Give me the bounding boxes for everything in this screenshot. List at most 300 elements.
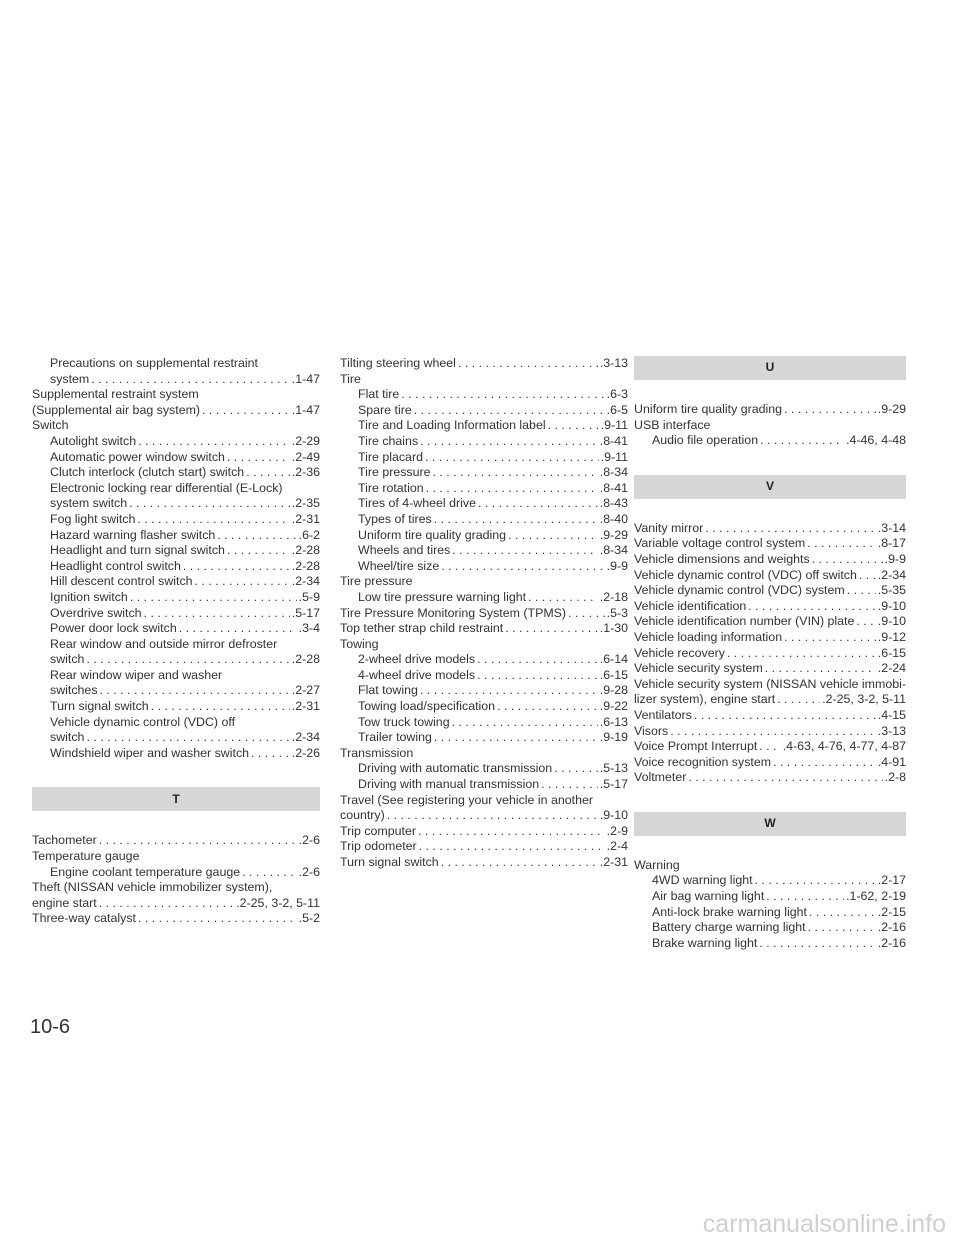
dot-leader xyxy=(86,730,289,746)
dot-leader xyxy=(179,621,297,637)
index-entry-page: .2-27 xyxy=(291,683,320,698)
index-entry-text: Uniform tire quality grading xyxy=(358,527,507,542)
dot-leader xyxy=(137,512,289,528)
index-entry-text: 4WD warning light xyxy=(652,873,753,888)
index-entry-page: .2-34 xyxy=(291,574,320,589)
section-spacer xyxy=(634,449,906,475)
index-entry-page: .9-11 xyxy=(600,418,628,433)
index-entry-text: switches xyxy=(50,683,98,698)
dot-leader xyxy=(856,614,875,630)
index-entry-page: .6-13 xyxy=(599,714,628,729)
index-entry xyxy=(340,481,628,497)
index-entry-text: Trailer towing xyxy=(358,730,432,745)
section-heading: V xyxy=(634,475,906,499)
dot-leader xyxy=(766,889,844,905)
index-entry-page: .2-17 xyxy=(877,873,906,888)
index-entry xyxy=(634,889,906,905)
section-spacer xyxy=(32,811,320,833)
index-entry-text: Electronic locking rear differential (E-Lock) xyxy=(50,480,283,495)
section-spacer xyxy=(634,836,906,858)
index-entry xyxy=(32,652,320,668)
index-entry xyxy=(340,746,628,762)
index-entry-page: .9-28 xyxy=(599,683,628,698)
index-entry xyxy=(32,637,320,653)
index-entry xyxy=(340,668,628,684)
index-entry-page: .2-34 xyxy=(291,730,320,745)
index-entry-text: Windshield wiper and washer switch xyxy=(50,745,250,760)
index-entry-page: .2-4 xyxy=(606,839,628,854)
index-entry-page: .2-24 xyxy=(877,661,906,676)
index-entry xyxy=(32,621,320,637)
index-entry-text: Battery charge warning light xyxy=(652,920,806,935)
dot-leader xyxy=(99,833,297,849)
index-entry xyxy=(340,512,628,528)
dot-leader xyxy=(548,418,599,434)
index-entry-page: .3-4 xyxy=(298,621,320,636)
index-entry xyxy=(32,833,320,849)
index-entry-text: Fog light switch xyxy=(50,511,136,526)
dot-leader xyxy=(694,708,876,724)
dot-leader xyxy=(452,715,598,731)
index-entry-page: .2-9 xyxy=(606,823,628,838)
index-entry-text: Audio file operation xyxy=(652,433,759,448)
index-entry-text: Tire and Loading Information label xyxy=(358,418,546,433)
index-entry-page: .1-47 xyxy=(291,402,320,417)
index-entry xyxy=(32,896,320,912)
index-entry xyxy=(32,481,320,497)
index-entry-text: Types of tires xyxy=(358,511,432,526)
index-entry-text: Visors xyxy=(634,723,669,738)
dot-leader xyxy=(497,699,598,715)
index-entry xyxy=(340,824,628,840)
index-entry-page: .2-15 xyxy=(877,904,906,919)
index-entry xyxy=(340,418,628,434)
index-entry-text: Vehicle dimensions and weights xyxy=(634,551,810,566)
index-entry-page: .2-25, 3-2, 5-11 xyxy=(236,895,320,910)
index-entry xyxy=(32,849,320,865)
dot-leader xyxy=(784,402,876,418)
index-entry xyxy=(340,808,628,824)
index-entry-text: Ignition switch xyxy=(50,589,128,604)
index-entry xyxy=(32,574,320,590)
index-entry-text: Tire pressure xyxy=(340,574,413,589)
index-entry xyxy=(32,730,320,746)
dot-leader xyxy=(433,465,598,481)
dot-leader xyxy=(251,746,290,762)
dot-leader xyxy=(477,652,598,668)
index-entry-text: Vehicle dynamic control (VDC) off switch xyxy=(634,567,857,582)
index-entry-text: Tire chains xyxy=(358,433,419,448)
dot-leader xyxy=(478,496,598,512)
dot-leader xyxy=(425,450,599,466)
index-entry xyxy=(634,552,906,568)
index-column-2 xyxy=(340,356,628,871)
index-entry-text: Vehicle identification xyxy=(634,598,747,613)
section-spacer xyxy=(634,380,906,402)
index-entry-page: .8-34 xyxy=(599,543,628,558)
index-entry-text: Voltmeter xyxy=(634,770,687,785)
dot-leader xyxy=(420,683,598,699)
index-entry-page: .2-31 xyxy=(291,699,320,714)
index-entry-page: .9-10 xyxy=(599,808,628,823)
index-column-1 xyxy=(32,356,320,927)
index-entry-text: Power door lock switch xyxy=(50,621,177,636)
index-entry-text: Vanity mirror xyxy=(634,520,704,535)
index-entry-page: .1-30 xyxy=(599,621,628,636)
index-entry-text: Wheel/tire size xyxy=(358,558,440,573)
dot-leader xyxy=(670,724,876,740)
index-entry-page: .2-31 xyxy=(291,511,320,526)
index-entry xyxy=(634,661,906,677)
index-entry-page: .2-28 xyxy=(291,543,320,558)
index-entry-text: Vehicle recovery xyxy=(634,645,725,660)
dot-leader xyxy=(242,865,297,881)
dot-leader xyxy=(452,543,597,559)
index-entry-page: .9-10 xyxy=(877,614,906,629)
index-entry xyxy=(32,715,320,731)
index-entry-text: Ventilators xyxy=(634,707,692,722)
index-entry-text: Theft (NISSAN vehicle immobilizer system), xyxy=(32,880,273,895)
index-entry-text: Hill descent control switch xyxy=(50,574,193,589)
index-entry-text: Voice Prompt Interrupt xyxy=(634,739,758,754)
index-entry xyxy=(634,614,906,630)
index-entry-text: Vehicle dynamic control (VDC) off xyxy=(50,714,236,729)
index-entry-text: Low tire pressure warning light xyxy=(358,589,527,604)
index-entry-page: .4-63, 4-76, 4-77, 4-87 xyxy=(782,739,906,754)
index-entry-page: .4-15 xyxy=(877,707,906,722)
index-entry xyxy=(340,855,628,871)
page-number: 10-6 xyxy=(30,1016,71,1038)
index-entry-text: Clutch interlock (clutch start) switch xyxy=(50,465,245,480)
index-entry-page: .2-16 xyxy=(877,920,906,935)
dot-leader xyxy=(759,936,875,952)
index-entry xyxy=(32,403,320,419)
index-entry-page: .9-9 xyxy=(884,551,906,566)
dot-leader xyxy=(183,559,290,575)
dot-leader xyxy=(227,450,290,466)
index-entry xyxy=(32,559,320,575)
dot-leader xyxy=(765,661,876,677)
index-entry-page: .1-62, 2-19 xyxy=(846,889,906,904)
index-entry-text: Warning xyxy=(634,857,680,872)
index-entry-page: .2-8 xyxy=(884,770,906,785)
index-entry-page: .9-29 xyxy=(599,527,628,542)
index-entry xyxy=(340,496,628,512)
index-entry-page: .8-17 xyxy=(877,536,906,551)
index-entry-text: Autolight switch xyxy=(50,433,137,448)
dot-leader xyxy=(138,434,290,450)
index-entry-page: .2-28 xyxy=(291,558,320,573)
index-entry-text: Flat tire xyxy=(358,387,400,402)
index-entry-text: Precautions on supplemental restraint xyxy=(50,356,259,370)
dot-leader xyxy=(528,590,598,606)
index-entry-page: .6-15 xyxy=(877,645,906,660)
index-entry xyxy=(634,920,906,936)
index-entry xyxy=(340,793,628,809)
index-entry-page: .2-34 xyxy=(877,567,906,582)
index-entry xyxy=(32,356,320,372)
index-entry-page: .9-9 xyxy=(606,558,628,573)
index-column-3 xyxy=(634,356,906,951)
index-entry xyxy=(634,708,906,724)
index-entry-text: Supplemental restraint system xyxy=(32,387,199,402)
dot-leader xyxy=(130,590,297,606)
index-entry-text: Tires of 4-wheel drive xyxy=(358,496,476,511)
index-entry-text: Wheels and tires xyxy=(358,543,451,558)
index-entry-page: .5-13 xyxy=(599,761,628,776)
index-entry-text: Variable voltage control system xyxy=(634,536,806,551)
index-entry-text: lizer system), engine start xyxy=(634,692,776,707)
index-entry-page: .6-2 xyxy=(298,527,320,542)
index-entry xyxy=(634,873,906,889)
dot-leader xyxy=(777,692,820,708)
dot-leader xyxy=(91,372,290,388)
index-entry-text: Vehicle dynamic control (VDC) system xyxy=(634,583,845,598)
index-entry xyxy=(340,387,628,403)
index-entry-text: Trip computer xyxy=(340,823,416,838)
dot-leader xyxy=(195,574,290,590)
index-entry-page: .2-28 xyxy=(291,652,320,667)
index-entry-text: Driving with manual transmission xyxy=(358,777,540,792)
index-entry xyxy=(340,730,628,746)
index-entry-page: .9-29 xyxy=(877,402,906,416)
index-entry-text: USB interface xyxy=(634,417,711,432)
dot-leader xyxy=(748,599,875,615)
index-entry xyxy=(634,521,906,537)
index-entry-text: Trip odometer xyxy=(340,839,417,854)
index-entry-text: Travel (See registering your vehicle in another xyxy=(340,792,593,807)
dot-leader xyxy=(99,896,234,912)
index-entry xyxy=(32,418,320,434)
dot-leader xyxy=(138,911,297,927)
section-spacer xyxy=(634,786,906,812)
dot-leader xyxy=(808,920,876,936)
index-entry xyxy=(340,543,628,559)
index-entry-text: Switch xyxy=(32,418,69,433)
section-heading: W xyxy=(634,812,906,836)
index-entry xyxy=(340,590,628,606)
index-entry-page: .6-5 xyxy=(606,402,628,417)
index-entry-page: .4-46, 4-48 xyxy=(846,433,906,448)
dot-leader xyxy=(477,668,598,684)
index-entry-text: Tire pressure xyxy=(358,465,431,480)
index-entry-text: Tire placard xyxy=(358,449,423,464)
index-entry-text: Uniform tire quality grading xyxy=(634,402,783,416)
dot-leader xyxy=(458,356,598,372)
index-entry-text: Vehicle security system xyxy=(634,661,763,676)
index-entry xyxy=(32,911,320,927)
index-entry-page: .6-14 xyxy=(599,652,628,667)
index-entry-text: Transmission xyxy=(340,745,414,760)
index-entry-text: Temperature gauge xyxy=(32,849,140,864)
dot-leader xyxy=(387,808,598,824)
index-entry-text: Voice recognition system xyxy=(634,754,772,769)
index-entry-page: .5-9 xyxy=(298,589,320,604)
dot-leader xyxy=(705,521,875,537)
index-entry-page: .9-12 xyxy=(877,629,906,644)
dot-leader xyxy=(418,824,605,840)
index-entry-page: .8-40 xyxy=(599,511,628,526)
dot-leader xyxy=(100,683,290,699)
index-entry-text: Vehicle loading information xyxy=(634,629,783,644)
index-entry-page: .9-19 xyxy=(599,730,628,745)
dot-leader xyxy=(809,905,876,921)
dot-leader xyxy=(508,528,598,544)
index-entry xyxy=(634,724,906,740)
index-entry-text: Rear window and outside mirror defroster xyxy=(50,636,278,651)
index-entry-page: .2-16 xyxy=(877,935,906,950)
index-entry xyxy=(340,559,628,575)
index-entry-page: .2-6 xyxy=(298,864,320,879)
dot-leader xyxy=(129,496,290,512)
index-entry-page: .4-91 xyxy=(877,754,906,769)
index-entry xyxy=(634,755,906,771)
index-entry-page: .2-31 xyxy=(599,855,628,869)
index-entry-page: .9-10 xyxy=(877,598,906,613)
dot-leader xyxy=(859,568,876,584)
index-entry xyxy=(32,465,320,481)
dot-leader xyxy=(807,536,875,552)
index-entry-page: .2-29 xyxy=(291,433,320,448)
index-entry xyxy=(634,583,906,599)
dot-leader xyxy=(401,387,604,403)
index-entry-text: country) xyxy=(340,808,385,823)
index-entry-text: Headlight control switch xyxy=(50,558,181,573)
index-entry-page: .3-14 xyxy=(877,520,906,535)
index-entry-text: engine start xyxy=(32,895,97,910)
dot-leader xyxy=(688,770,882,786)
index-entry-page: .9-22 xyxy=(599,699,628,714)
index-entry xyxy=(634,858,906,874)
index-entry xyxy=(634,646,906,662)
index-entry-page: .8-41 xyxy=(599,433,628,448)
index-entry-text: system xyxy=(50,371,90,386)
index-entry xyxy=(340,434,628,450)
index-entry xyxy=(32,590,320,606)
index-entry xyxy=(340,606,628,622)
index-entry-text: Tilting steering wheel xyxy=(340,356,456,370)
dot-leader xyxy=(144,606,290,622)
index-entry xyxy=(32,450,320,466)
index-entry-page: .5-3 xyxy=(606,605,628,620)
index-entry xyxy=(32,699,320,715)
index-entry xyxy=(634,433,906,449)
index-entry-page: .5-2 xyxy=(298,911,320,926)
index-entry-text: Spare tire xyxy=(358,402,412,417)
dot-leader xyxy=(759,739,780,755)
index-entry xyxy=(340,652,628,668)
index-entry-text: Automatic power window switch xyxy=(50,449,225,464)
dot-leader xyxy=(434,512,598,528)
section-spacer xyxy=(32,761,320,787)
index-entry xyxy=(340,356,628,372)
index-entry xyxy=(340,403,628,419)
dot-leader xyxy=(505,621,598,637)
index-entry-text: Tachometer xyxy=(32,833,97,848)
index-entry xyxy=(340,372,628,388)
dot-leader xyxy=(784,630,876,646)
dot-leader xyxy=(86,652,289,668)
index-entry xyxy=(634,536,906,552)
index-entry xyxy=(32,683,320,699)
index-entry-text: Tow truck towing xyxy=(358,714,450,729)
dot-leader xyxy=(812,552,883,568)
index-entry xyxy=(32,606,320,622)
index-entry xyxy=(634,677,906,693)
index-entry-page: .2-35 xyxy=(291,496,320,511)
index-entry-text: Hazard warning flasher switch xyxy=(50,527,216,542)
index-entry-text: Towing load/specification xyxy=(358,699,496,714)
index-entry-text: 4-wheel drive models xyxy=(358,667,476,682)
index-entry-page: .2-25, 3-2, 5-11 xyxy=(822,692,906,707)
index-entry-page: .6-15 xyxy=(599,667,628,682)
index-entry-text: Flat towing xyxy=(358,683,418,698)
index-entry-text: Engine coolant temperature gauge xyxy=(50,864,241,879)
index-entry-page: .3-13 xyxy=(599,356,628,370)
index-entry xyxy=(340,528,628,544)
index-entry xyxy=(340,683,628,699)
index-entry-text: Headlight and turn signal switch xyxy=(50,543,225,558)
index-entry-text: Brake warning light xyxy=(652,935,758,950)
index-entry-text: switch xyxy=(50,730,85,745)
index-entry-page: .2-6 xyxy=(298,833,320,848)
index-entry xyxy=(634,905,906,921)
watermark-text: carmanualsonline.info xyxy=(702,1210,946,1238)
index-entry-page: .2-36 xyxy=(291,465,320,480)
index-entry-text: Air bag warning light xyxy=(652,889,765,904)
index-entry xyxy=(32,543,320,559)
index-entry xyxy=(340,839,628,855)
index-entry xyxy=(340,450,628,466)
index-entry xyxy=(32,746,320,762)
index-entry-page: .8-41 xyxy=(599,480,628,495)
index-entry-text: Turn signal switch xyxy=(340,855,439,869)
index-entry xyxy=(340,621,628,637)
index-entry xyxy=(340,777,628,793)
index-entry-text: Overdrive switch xyxy=(50,605,142,620)
dot-leader xyxy=(202,403,290,419)
index-entry xyxy=(634,739,906,755)
index-entry-text: Vehicle security system (NISSAN vehicle immobi- xyxy=(634,676,906,691)
dot-leader xyxy=(568,606,605,622)
index-entry-text: 2-wheel drive models xyxy=(358,652,476,667)
index-entry xyxy=(32,528,320,544)
index-entry xyxy=(32,372,320,388)
index-entry-page: .1-47 xyxy=(291,371,320,386)
index-entry-page: .2-18 xyxy=(599,589,628,604)
dot-leader xyxy=(727,646,876,662)
index-entry xyxy=(634,418,906,434)
index-entry xyxy=(32,496,320,512)
index-entry xyxy=(340,699,628,715)
dot-leader xyxy=(246,465,290,481)
dot-leader xyxy=(227,543,290,559)
index-entry-text: Tire rotation xyxy=(358,480,424,495)
dot-leader xyxy=(151,699,290,715)
dot-leader xyxy=(441,559,604,575)
index-entry-text: Towing xyxy=(340,636,379,651)
index-entry xyxy=(340,761,628,777)
section-heading: T xyxy=(32,787,320,811)
index-entry xyxy=(634,770,906,786)
index-entry-page: .2-49 xyxy=(291,449,320,464)
dot-leader xyxy=(755,873,876,889)
index-entry xyxy=(340,574,628,590)
index-entry-text: Tire xyxy=(340,371,361,386)
dot-leader xyxy=(414,403,605,419)
dot-leader xyxy=(760,433,844,449)
index-entry-page: .8-43 xyxy=(599,496,628,511)
